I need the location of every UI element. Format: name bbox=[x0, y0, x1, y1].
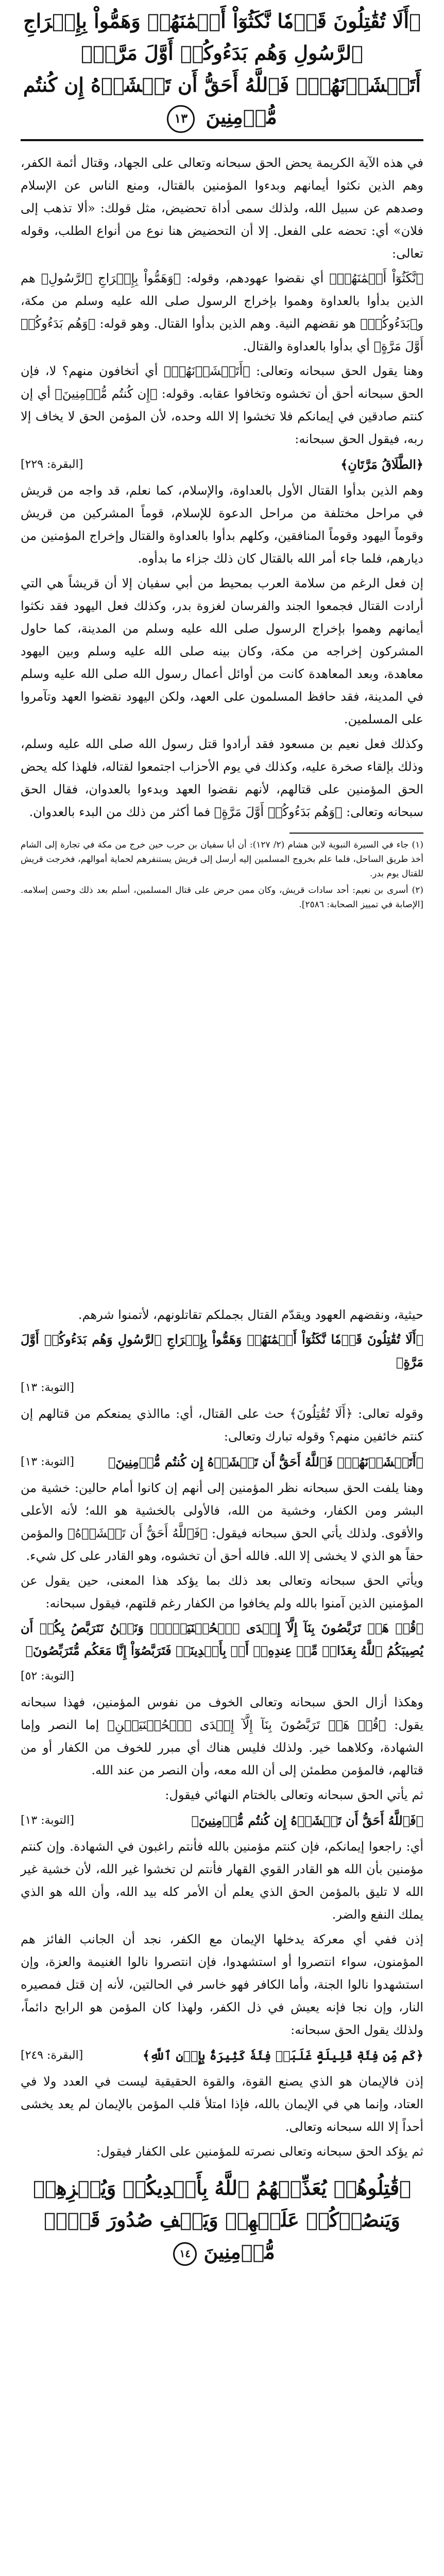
paragraph: ﴿نَّكَثُوٓاْ أَيۡمَٰنَهُمۡ﴾ أي نقضوا عهودهم، وقوله: ﴿وَهَمُّواْ بِإِخۡرَاجِ ٱلرَّسُولِ﴾ هم الذين بدأوا بالعداوة وهموا بإخراج الرسول صلى الله عليه وسلم من مكة، و﴿بَدَءُوكُمۡ﴾ هو نقضهم النية. وهم الذين بدأوا القتال. وهو قوله: ﴿وَهُم بَدَءُوكُمۡ أَوَّلَ مَرَّةٍ﴾ أي بدأوا بالعداوة والقتال. bbox=[21, 271, 424, 353]
commentary-body-continued bbox=[21, 479, 423, 823]
commentary-body bbox=[21, 1303, 423, 1326]
commentary-body bbox=[21, 1691, 423, 1806]
commentary-body bbox=[21, 151, 423, 450]
paragraph: وهم الذين بدأوا القتال الأول بالعداوة، والإسلام، كما نعلم، قد واجه من قريش في مراحل مختلفة من مراحل الدعوة للإسلام، قوماً المشركين من قريش وقوماً اليهود وقوماً المنافقين، وكلهم بدأوا بالعداوة والقتال وإخراج المؤمنين من ديارهم، فلما جاء أمر الله بالقتال كان ذلك جزاء ما بدأوه. bbox=[21, 483, 423, 566]
quran-quote: ﴿قُلۡ هَلۡ تَرَبَّصُونَ بِنَآ إِلَّآ إِحۡدَى ٱلۡحُسۡنَيَيۡنِۖ وَنَحۡنُ نَتَرَبَّصُ بِكُمۡ أَن يُصِيبَكُمُ ٱللَّهُ بِعَذَابٖ مِّنۡ عِندِهِۦٓ أَوۡ بِأَيۡدِينَاۖ فَتَرَبَّصُوٓاْ إِنَّا مَعَكُم مُّتَرَبِّصُونَ﴾ bbox=[21, 1620, 423, 1658]
verse-number-badge: ١٤ bbox=[173, 2242, 197, 2266]
footnote: (١) جاء في السيرة النبوية لابن هشام (٢/ ١٢٧): أن أبا سفيان بن حرب حين خرج من مكة في تجارة إلى الشام أخذ طريق الساحل، فلما علم بخروج المسلمين إليه أرسل إلى قريش يستنفرهم لحماية أموالهم، فخرجت قريش للقتال يوم بدر. bbox=[21, 840, 423, 879]
paragraph: وقوله تعالى: ﴿أَلَا تُقَٰتِلُونَ﴾ حث على القتال، أي: ماالذي يمنعكم من قتالهم إن كنتم خائفين منهم؟ وقوله تبارك وتعالى: bbox=[21, 1406, 423, 1444]
paragraph: إذن فالإيمان هو الذي يصنع القوة، والقوة الحقيقية ليست في العدد ولا في العتاد، وإنما هي في الإيمان بالله، فإذا امتلأ قلب المؤمن بالإيمان لم يعد يخشى أحداً إلا الله سبحانه وتعالى. bbox=[21, 2074, 423, 2134]
page-gap bbox=[0, 1267, 444, 1303]
sura-reference: [التوبة: ١٣] bbox=[21, 1381, 74, 1394]
paragraph: حيثية، ونقضهم العهود ويقدّم القتال بجملكم تقاتلونهم، لأتمنوا شرهم. bbox=[78, 1308, 423, 1322]
sura-reference: [البقرة: ٢٤٩] bbox=[21, 2049, 83, 2062]
page-top bbox=[0, 0, 444, 1267]
paragraph: إذن ففي أي معركة يدخلها الإيمان مع الكفر، نجد أن الجانب الفائز هم المؤمنون، سواء انتصروا أو استشهدوا، فإن انتصروا نالوا الغنيمة والعزة، وإن استشهدوا نالوا الجنة، وأما الكافر فهو خاسر في الحالتين، لأنه إن قتل فمصيره النار، وإن نجا فإنه يعيش في ذل الكفر، ولهذا كان المؤمن هو الرابح دائماً، ولذلك يقول الحق سبحانه: bbox=[21, 1932, 423, 2037]
commentary-body bbox=[21, 2070, 423, 2163]
paragraph: وهنا يلفت الحق سبحانه نظر المؤمنين إلى أنهم إن كانوا أمام حالين: خشية من البشر ومن الكفار، وخشية من الله، فالأولى بالخشية هو الله؛ لأنه الأعلى والأقوى. ولذلك يأتي الحق سبحانه فيقول: ﴿فَٱللَّهُ أَحَقُّ أَن تَخۡشَوۡهُ﴾ والمؤمن حقاً هو الذي لا يخشى إلا الله. فالله أحق أن تخشوه، وهو القادر على كل شيء. bbox=[21, 1481, 424, 1563]
verse-number-badge: ١٣ bbox=[167, 105, 195, 133]
sura-reference: [التوبة: ١٣] bbox=[21, 1814, 74, 1827]
quran-reference-line bbox=[21, 1377, 423, 1399]
quran-reference-line bbox=[21, 2044, 423, 2067]
paragraph: وهكذا أزال الحق سبحانه وتعالى الخوف من نفوس المؤمنين، فهذا سبحانه يقول: ﴿قُلۡ هَلۡ تَرَبَّصُونَ بِنَآ إِلَّآ إِحۡدَى ٱلۡحُسۡنَيَيۡنِ﴾ إما النصر وإما الشهادة، وكلاهما خير. ولذلك فليس هناك أي مبرر للخوف من الكفار أو من قتالهم، فالمؤمن مطمئن إلى أن الله معه، وأن النصر من عند الله. bbox=[21, 1695, 423, 1777]
paragraph: وهنا يقول الحق سبحانه وتعالى: ﴿أَتَخۡشَوۡنَهُمۡ﴾ أي أتخافون منهم؟ لا، فإن الحق سبحانه أحق أن تخشوه وتخافوا عقابه. وقوله: ﴿إِن كُنتُم مُّؤۡمِنِينَ﴾ أي إن كنتم صادقين في إيمانكم فلا تخشوا إلا الله وحده، لأن المؤمن الحق لا يخاف إلا ربه، فيقول الحق سبحانه: bbox=[21, 364, 423, 446]
quran-reference-line bbox=[21, 453, 423, 476]
commentary-body bbox=[21, 1835, 423, 2041]
footnote-divider bbox=[289, 833, 423, 834]
page-bottom bbox=[0, 1303, 444, 2576]
quran-quote: ﴿الطَّلَاقُ مَرَّتَانِ﴾ bbox=[340, 457, 423, 472]
footnotes bbox=[21, 838, 423, 912]
quran-reference-line bbox=[21, 1665, 423, 1688]
paragraph: ثم يؤكد الحق سبحانه وتعالى نصرته للمؤمنين على الكفار فيقول: bbox=[96, 2144, 423, 2159]
footnote: (٢) أسرى بن نعيم: أحد سادات قريش، وكان ممن حرض على قتال المسلمين، أسلم بعد ذلك وحسن إسلامه. [الإصابة في تمييز الصحابة: ٢٥٨٦]. bbox=[21, 885, 423, 910]
quran-quote: ﴿كَم مِّن فِئَةٖ قَلِيلَةٍ غَلَبَتۡ فِئَةٗ كَثِيرَةَۢ بِإِذۡنِ ٱللَّهِ﴾ bbox=[142, 2048, 423, 2063]
commentary-body bbox=[21, 1477, 423, 1615]
sura-reference: [التوبة: ١٣] bbox=[21, 1455, 74, 1468]
quran-reference-line bbox=[21, 1809, 423, 1832]
verse-divider bbox=[21, 139, 423, 141]
paragraph: أي: راجعوا إيمانكم، فإن كنتم مؤمنين بالله فأنتم راغبون في الشهادة. وإن كنتم مؤمنين بأن الله هو القادر القوي القهار فأنتم لن تخشوا غير الله، لأن خشية غير الله لا تليق بالمؤمن الحق الذي يعلم أن الأمر كله بيد الله، وأن الله هو الذي يملك النفع والضر. bbox=[21, 1839, 423, 1922]
quran-quote: ﴿أَتَخۡشَوۡنَهُمۡۚ فَٱللَّهُ أَحَقُّ أَن تَخۡشَوۡهُ إِن كُنتُم مُّؤۡمِنِينَ﴾ bbox=[108, 1454, 423, 1469]
paragraph: إن فعل الرغم من سلامة العرب بمحيط من أبي سفيان إلا أن قريشاً هي التي أرادت القتال فجمعوا الجند والفرسان لغزوة بدر، وكذلك فعل اليهود فقد نكثوا أيمانهم وهموا بإخراج الرسول صلى الله عليه وسلم من المدينة، كما حاول المشركون إخراجه من مكة، وكان بينه صلى الله عليه وسلم وبين اليهود معاهدة، وبعد المعاهدة كانت من أوائل أعمال رسول الله صلى الله عليه وسلم في المدينة، فقد حافظ المسلمون على العهد، ولكن اليهود نقضوا العهد وتآمروا على المسلمين. bbox=[21, 576, 423, 726]
top-verse-banner bbox=[21, 0, 423, 133]
sura-reference: [البقرة: ٢٢٩] bbox=[21, 458, 83, 471]
sura-reference: [التوبة: ٥٢] bbox=[21, 1670, 74, 1683]
commentary-body bbox=[21, 1402, 423, 1448]
bottom-verse-text: ﴿قَٰتِلُوهُمۡ يُعَذِّبۡهُمُ ٱللَّهُ بِأَيۡدِيكُمۡ وَيُخۡزِهِمۡ وَيَنصُرۡكُمۡ عَلَيۡهِمۡ وَيَشۡفِ صُدُورَ قَوۡمٖ مُّؤۡمِنِينَ bbox=[33, 2176, 411, 2263]
quran-quote: ﴿أَلَا تُقَٰتِلُونَ قَوۡمٗا نَّكَثُوٓاْ أَيۡمَٰنَهُمۡ وَهَمُّواْ بِإِخۡرَاجِ ٱلرَّسُولِ وَهُم بَدَءُوكُمۡ أَوَّلَ مَرَّةٍ﴾ bbox=[21, 1332, 423, 1369]
bottom-verse-banner bbox=[21, 2172, 423, 2268]
paragraph: ويأتي الحق سبحانه وتعالى بعد ذلك بما يؤكد هذا المعنى، حين يقول عن المؤمنين الذين آمنوا بالله ولم يخافوا من الكفار رغم قلتهم، فيقول سبحانه: bbox=[21, 1573, 423, 1611]
quran-block bbox=[21, 1617, 423, 1662]
paragraph: وكذلك فعل نعيم بن مسعود فقد أرادوا قتل رسول الله صلى الله عليه وسلم، وذلك بإلقاء صخرة عليه، وكذلك في يوم الأحزاب اجتمعوا لقتاله، فلهذا كله يحض الحق المؤمنين على قتالهم، لأنهم نقضوا العهد وبدءوا بالعدوان، فقال الحق سبحانه وتعالى: ﴿وَهُم بَدَءُوكُمۡ أَوَّلَ مَرَّةٍ﴾ فما أكثر من ذلك من البدء بالعدوان. bbox=[21, 737, 423, 819]
paragraph: ثم يأتي الحق سبحانه وتعالى بالختام النهائي فيقول: bbox=[165, 1788, 423, 1802]
top-verse-text: ﴿أَلَا تُقَٰتِلُونَ قَوۡمٗا نَّكَثُوٓاْ أَيۡمَٰنَهُمۡ وَهَمُّواْ بِإِخۡرَاجِ ٱلرَّسُولِ وَهُم بَدَءُوكُمۡ أَوَّلَ مَرَّةٍۚ أَتَخۡشَوۡنَهُمۡۚ فَٱللَّهُ أَحَقُّ أَن تَخۡشَوۡهُ إِن كُنتُم مُّؤۡمِنِينَ bbox=[23, 9, 421, 128]
quran-reference-line bbox=[21, 1451, 423, 1473]
quran-block bbox=[21, 1328, 423, 1374]
quran-quote: ﴿فَٱللَّهُ أَحَقُّ أَن تَخۡشَوۡهُ إِن كُنتُم مُّؤۡمِنِينَ﴾ bbox=[191, 1813, 423, 1828]
paragraph: في هذه الآية الكريمة يحض الحق سبحانه وتعالى على الجهاد، وقتال أئمة الكفر، وهم الذين نكثوا أيمانهم وبدءوا المؤمنين بالقتال، ومنع الناس عن الإسلام وصدهم عن سبيل الله، ولذلك سمى أداة تحضيض، مثل قولك: «ألا تذهب إلى فلان» أي: تحضه على الفعل. إلا أن التحضيض هنا نوع من أنواع الطلب، وقوله تعالى: bbox=[21, 156, 423, 261]
